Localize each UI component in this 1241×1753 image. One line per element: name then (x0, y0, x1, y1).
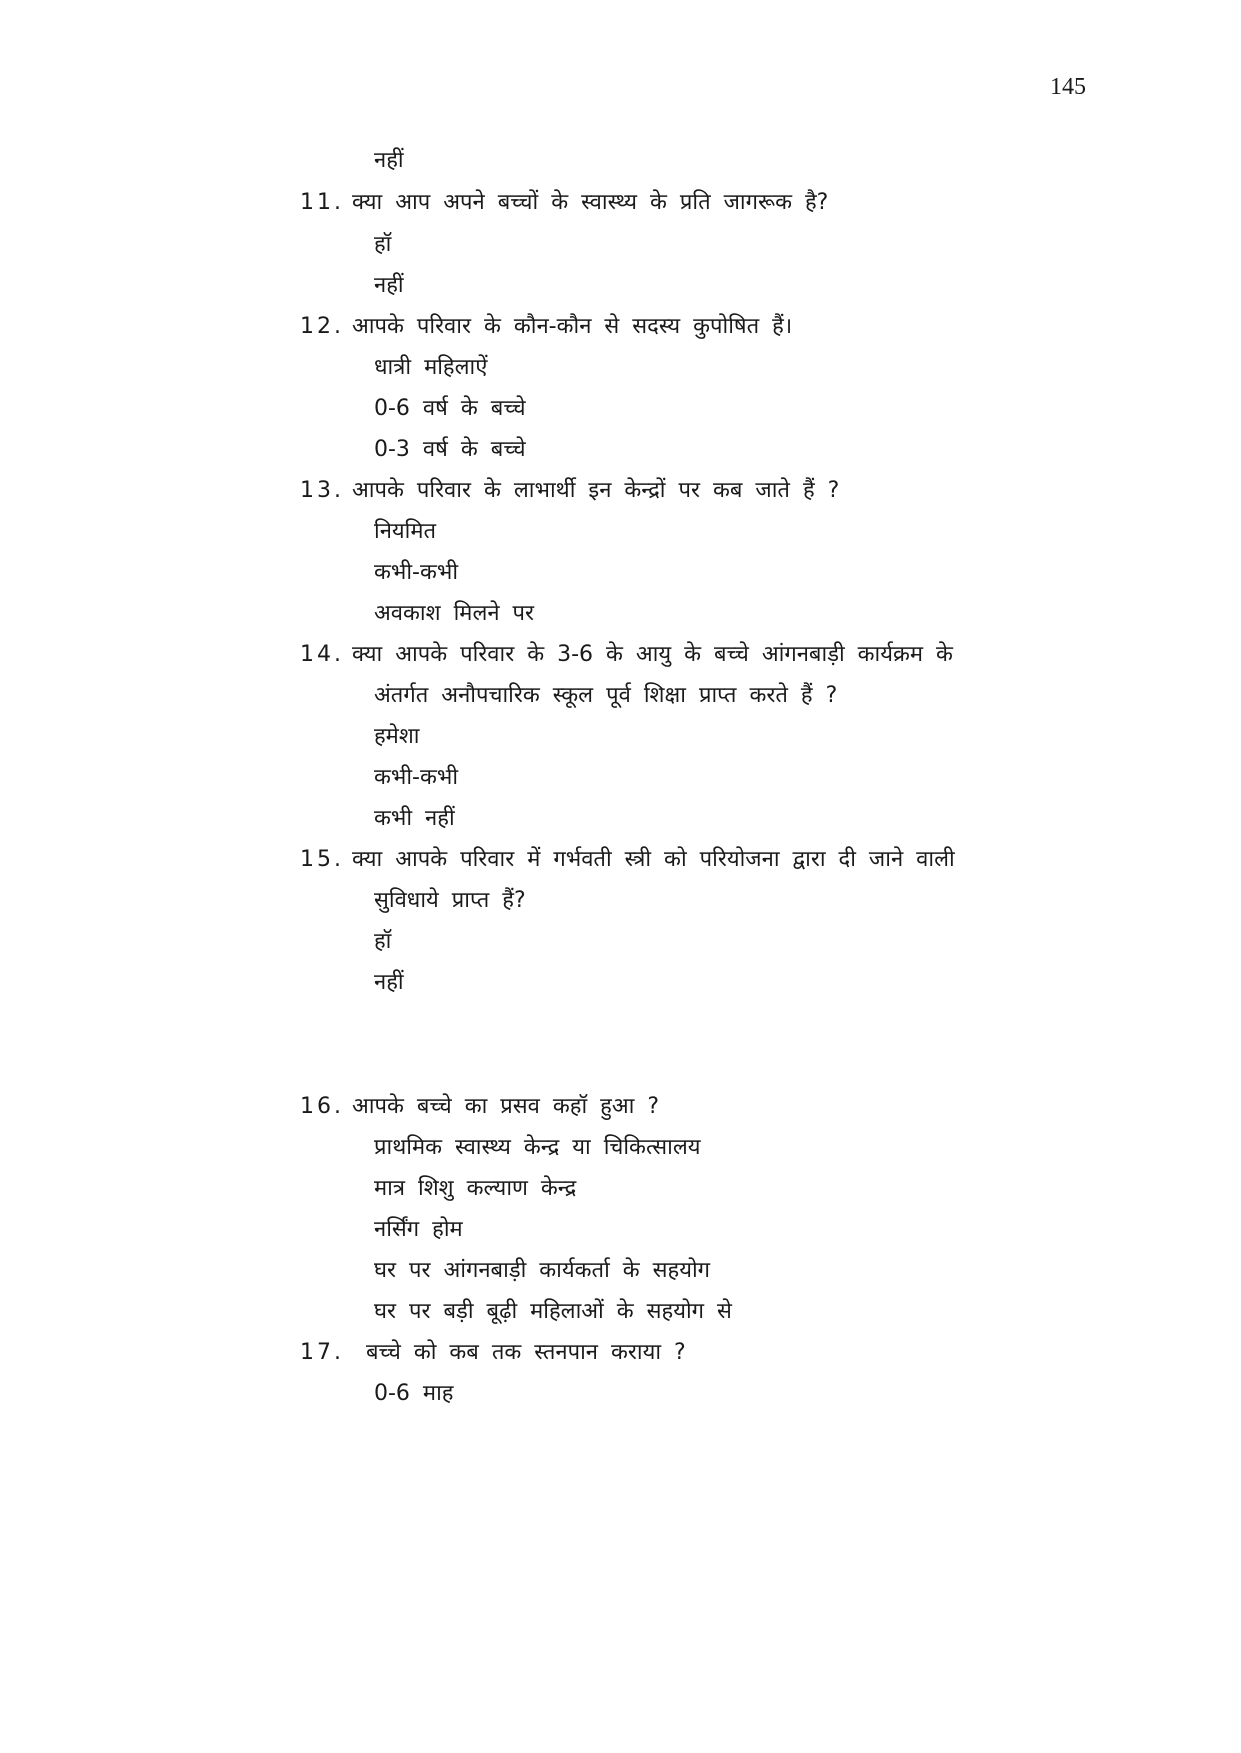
question-text: क्या आपके परिवार में गर्भवती स्त्री को परियोजना द्वारा दी जाने वाली (352, 847, 955, 872)
question-13 (300, 476, 839, 506)
option: नियमित (374, 519, 437, 544)
option: नहीं (374, 970, 404, 995)
option: 0-3 वर्ष के बच्चे (374, 437, 526, 462)
option: 0-6 वर्ष के बच्चे (374, 396, 526, 421)
option: हॉ (374, 232, 392, 257)
question-number: 13. (300, 478, 344, 503)
option: कभी-कभी (374, 765, 459, 790)
option: हॉ (374, 929, 392, 954)
question-text: आपके परिवार के लाभार्थी इन केन्द्रों पर कब जाते हैं ? (352, 478, 840, 503)
question-15 (300, 845, 955, 875)
question-12 (300, 312, 792, 342)
question-number: 12. (300, 314, 344, 339)
option: कभी नहीं (374, 806, 455, 831)
option: घर पर बड़ी बूढ़ी महिलाओं के सहयोग से (374, 1299, 732, 1324)
question-17 (300, 1338, 686, 1368)
question-number: 15. (300, 847, 344, 872)
question-continuation: सुविधाये प्राप्त हैं? (374, 888, 526, 913)
option: हमेशा (374, 724, 420, 749)
question-11 (300, 188, 828, 218)
option: प्राथमिक स्वास्थ्य केन्द्र या चिकित्सालय (374, 1135, 701, 1160)
page-number: 145 (1050, 74, 1086, 100)
question-number: 17. (300, 1340, 344, 1365)
option: नर्सिंग होम (374, 1217, 463, 1242)
option: मात्र शिशु कल्याण केन्द्र (374, 1176, 577, 1201)
question-14 (300, 640, 953, 670)
option: 0-6 माह (374, 1381, 454, 1406)
option: अवकाश मिलने पर (374, 601, 535, 626)
question-number: 16. (300, 1094, 344, 1119)
option: नहीं (374, 273, 404, 298)
option: धात्री महिलाऐं (374, 355, 488, 380)
option: कभी-कभी (374, 560, 459, 585)
question-text: बच्चे को कब तक स्तनपान कराया ? (366, 1340, 686, 1365)
question-number: 14. (300, 642, 344, 667)
question-text: क्या आप अपने बच्चों के स्वास्थ्य के प्रति जागरूक है? (352, 190, 829, 215)
option: घर पर आंगनबाड़ी कार्यकर्ता के सहयोग (374, 1258, 711, 1283)
question-text: आपके परिवार के कौन-कौन से सदस्य कुपोषित हैं। (352, 314, 793, 339)
question-number: 11. (300, 190, 344, 215)
option-nahin: नहीं (374, 148, 404, 173)
question-text: क्या आपके परिवार के 3-6 के आयु के बच्चे आंगनबाड़ी कार्यक्रम के (352, 642, 953, 667)
question-text: आपके बच्चे का प्रसव कहॉ हुआ ? (352, 1094, 659, 1119)
question-continuation: अंतर्गत अनौपचारिक स्कूल पूर्व शिक्षा प्राप्त करते हैं ? (374, 683, 838, 708)
question-16 (300, 1092, 659, 1122)
